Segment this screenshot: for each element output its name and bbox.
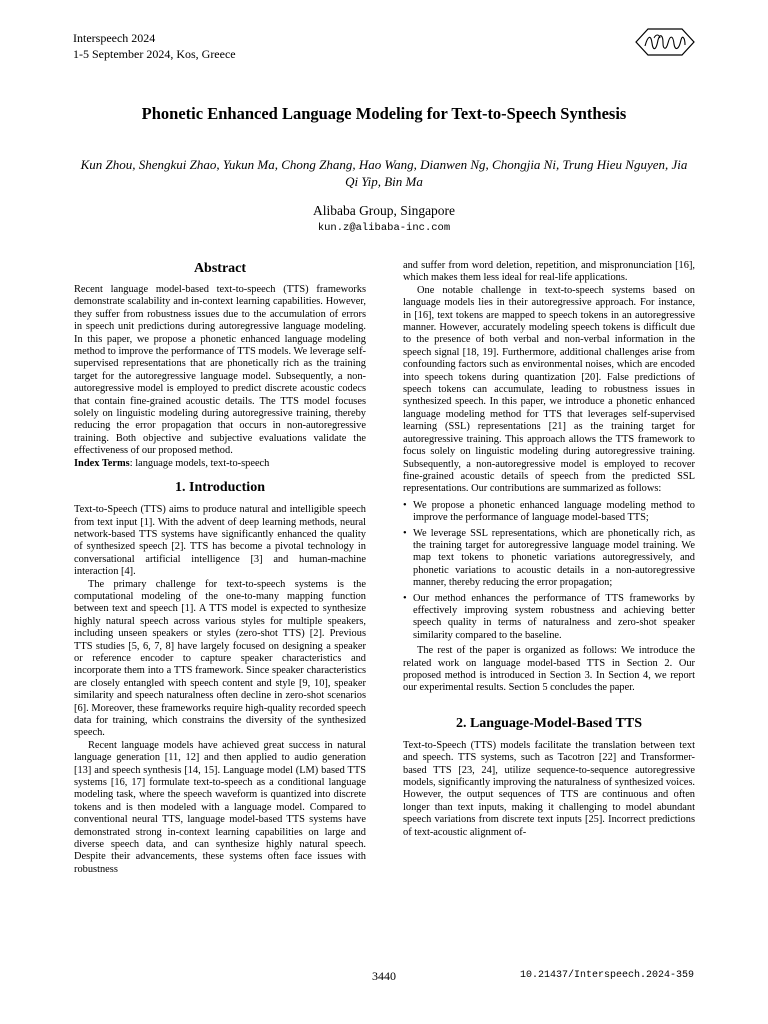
index-terms-values: : language models, text-to-speech bbox=[129, 457, 270, 469]
conference-dates: 1-5 September 2024, Kos, Greece bbox=[73, 47, 236, 61]
abstract-text: Recent language model-based text-to-speech (TTS) frameworks demonstrate scalability and in-context learning capabilities. However, they suffer from robustness issues due to the accumulation of errors in speech unit predictions during autoregressive language modeling. In this paper, we propose a phonetic enhanced language modeling method to improve the performance of TTS models. We leverage self-supervised representations that are phonetically rich as the training target for the autoregressive language model. Subsequently, a non-autoregressive model is employed to predict discrete acoustic codecs that contain fine-grained acoustic details. The TTS model focuses solely on linguistic modeling during autoregressive training, thereby reducing the error propagation that occurs in non-autoregressive training. Both objective and subjective evaluations validate the effectiveness of our proposed method. bbox=[74, 284, 366, 457]
isca-logo-icon bbox=[634, 26, 696, 58]
conference-name: Interspeech 2024 bbox=[73, 31, 156, 45]
list-item: • We propose a phonetic enhanced language modeling method to improve the performance of language model-based TTS; bbox=[403, 499, 695, 524]
intro-paragraph-3: Recent language models have achieved great success in natural language generation [11, 12] and then applied to audio generation [13] and speech synthesis [14, 15]. Language model (LM) based TTS systems [16, 17] formulate text-to-speech as a conditional language modeling task, where the speech waveform is quantized into discrete tokens and is then modeled with a language model. Compared to conventional neural TTS, language model-based TTS systems have demonstrated strong in-context learning capabilities on large and diverse speech data, and can synthesize highly natural speech. Despite their advancements, these systems often face issues with robustness bbox=[74, 739, 366, 875]
intro-paragraph-4: One notable challenge in text-to-speech systems based on language models lies in their autoregressive approach. For instance, in [16], text tokens are mapped to speech tokens in an autoregressive manner. However, accurately modeling speech tokens is difficult due to the presence of both verbal and non-verbal information in the speech signal [18, 19]. Furthermore, additional challenges arise from confounding factors such as environmental noises, which are encoded into speech tokens during quantization [20]. False predictions of speech tokens can accumulate, leading to robustness issues in synthesized speech. In this paper, we introduce a phonetic enhanced language modeling method for TTS that leverages self-supervised learning (SSL) representations [21] as the training target for autoregressive training. This approach allows the TTS framework to focus solely on linguistic modeling during autoregressive training. Subsequently, a non-autoregressive model is employed to recover fine-grained acoustic details of speech from the predicted SSL representations. Our contributions are summarized as follows: bbox=[403, 284, 695, 495]
intro-paragraph-3-continued: and suffer from word deletion, repetition, and mispronunciation [16], which makes them less ideal for real-life applications. bbox=[403, 260, 695, 284]
left-column bbox=[74, 260, 366, 876]
affiliation: Alibaba Group, Singapore bbox=[312, 203, 456, 218]
paper-title: Phonetic Enhanced Language Modeling for Text-to-Speech Synthesis bbox=[141, 104, 627, 123]
conference-header bbox=[73, 30, 236, 62]
list-item: • We leverage SSL representations, which are phonetically rich, as the training target for autoregressive language model training. We map text tokens to phonetic variations autoregressively, and phonetic variations to acoustic details in a non-autoregressive manner, thereby reducing the error propagation; bbox=[403, 527, 695, 589]
intro-paragraph-1: Text-to-Speech (TTS) aims to produce natural and intelligible speech from text input [1]. With the advent of deep learning methods, neural network-based TTS systems have significantly enhanced the quality of synthesized speech [2]. TTS has become a pivotal technology in conversational artificial intelligence [3] and human-machine interaction [4]. bbox=[74, 504, 366, 578]
contributions-list bbox=[403, 500, 695, 642]
page-number: 3440 bbox=[372, 969, 396, 983]
section-2-heading: 2. Language-Model-Based TTS bbox=[455, 715, 643, 731]
index-terms-label: Index Terms bbox=[74, 457, 130, 469]
bullet-icon: • bbox=[403, 592, 407, 604]
right-column bbox=[403, 260, 695, 839]
author-list: Kun Zhou, Shengkui Zhao, Yukun Ma, Chong Zhang, Hao Wang, Dianwen Ng, Chongjia Ni, Trung Hieu Nguyen, Jia Qi Yip, Bin Ma bbox=[80, 157, 688, 189]
doi: 10.21437/Interspeech.2024-359 bbox=[520, 970, 695, 981]
index-terms bbox=[74, 458, 366, 470]
section-2-paragraph-1: Text-to-Speech (TTS) models facilitate the translation between text and speech. TTS systems, such as Tacotron [22] and Transformer-based TTS [23, 24], utilize sequence-to-sequence autoregressive models, significantly improving the naturalness of synthesized voices. However, the output sequences of TTS are continuous and often longer than text inputs, making it challenging to model abundant speech variations from discrete text inputs [25]. Incorrect predictions of text-acoustic alignment of- bbox=[403, 739, 695, 838]
abstract-heading: Abstract bbox=[193, 261, 247, 276]
bullet-icon: • bbox=[403, 499, 407, 511]
list-item: • Our method enhances the performance of TTS frameworks by effectively improving system robustness and achieving better speech quality in terms of naturalness and zero-shot speaker similarity compared to the baseline. bbox=[403, 592, 695, 641]
section-1-heading: 1. Introduction bbox=[175, 480, 265, 496]
author-email: kun.z@alibaba-inc.com bbox=[317, 222, 451, 234]
intro-paragraph-5: The rest of the paper is organized as follows: We introduce the related work on language model-based TTS in Section 2. Our proposed method is introduced in Section 3. In Section 4, we report our experimental results. Section 5 concludes the paper. bbox=[403, 645, 695, 694]
bullet-icon: • bbox=[403, 527, 407, 539]
intro-paragraph-2: The primary challenge for text-to-speech systems is the computational modeling of the one-to-many mapping function between text and speech [1]. A TTS model is expected to synthesize highly natural speech across various styles for multiple speakers, including unseen speakers or styles (zero-shot TTS) [2]. Previous TTS studies [5, 6, 7, 8] have largely focused on designing a speaker or reference encoder to capture speaker characteristics and incorporate them into a TTS framework. Since speaker characteristics are closely entangled with speech content and style [9, 10], speaker similarity and speech naturalness often decline in zero-shot scenarios [6]. Moreover, these frameworks require high-quality recorded speech data for training, which constrains the diversity of the synthesized speech. bbox=[74, 578, 366, 739]
